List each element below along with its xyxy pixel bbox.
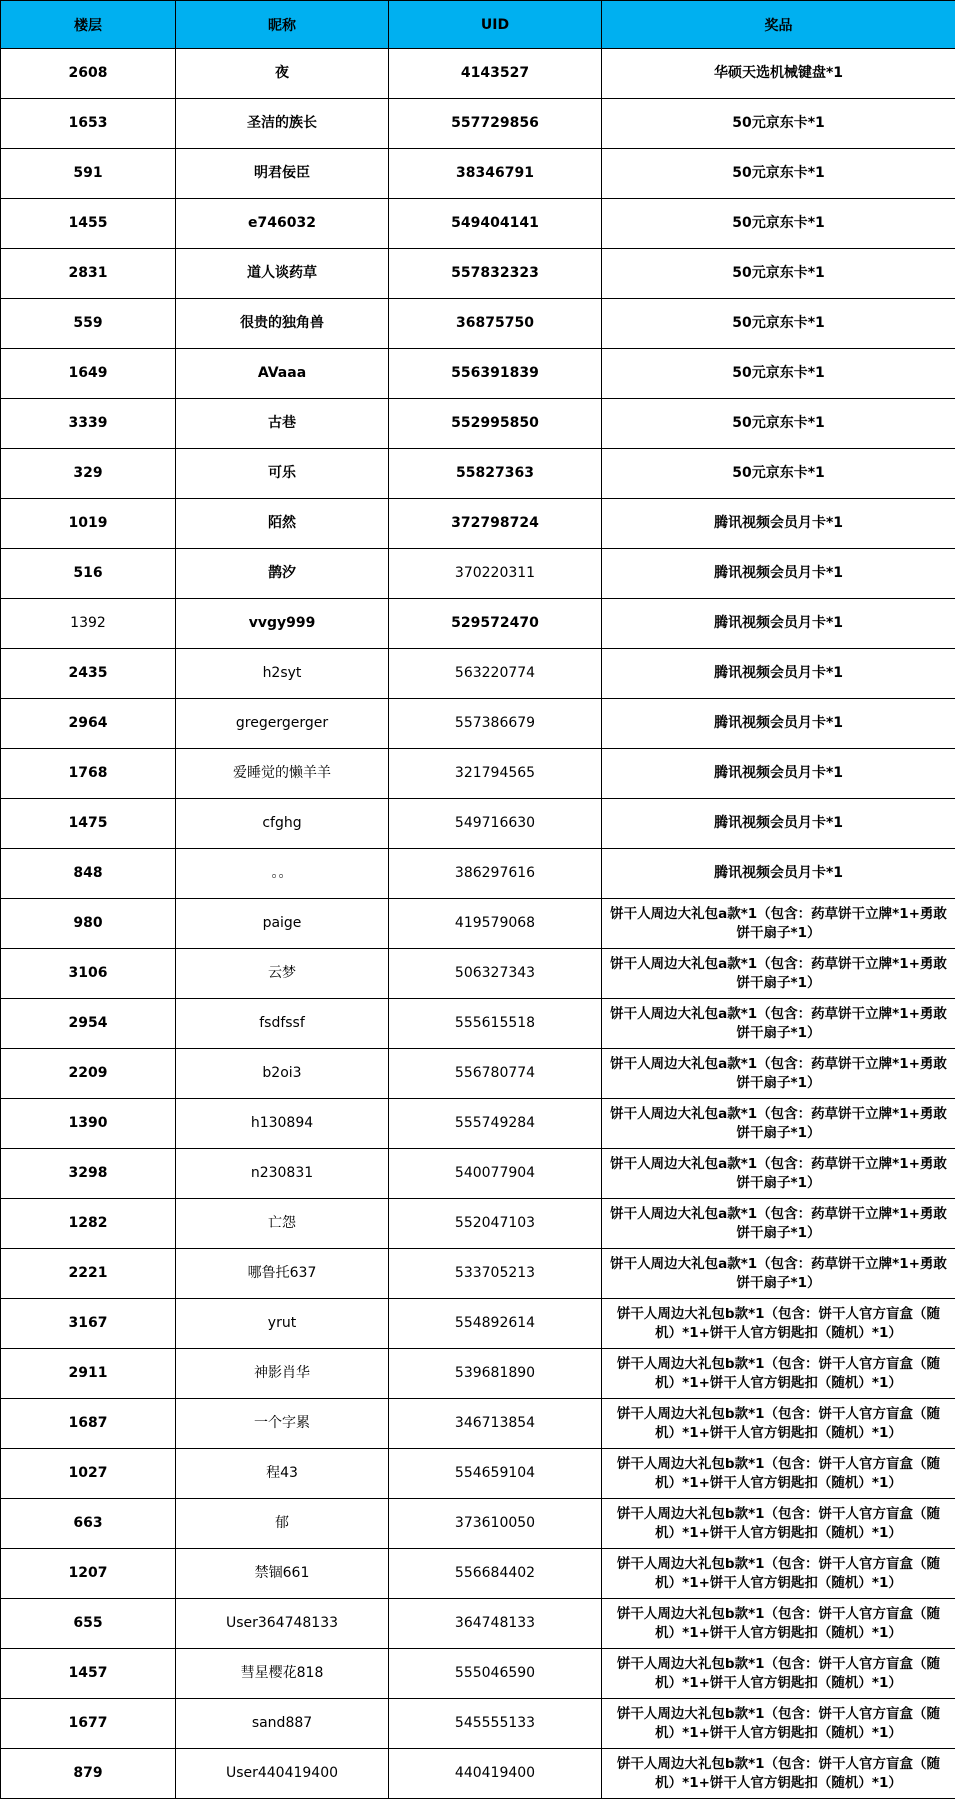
cell-prize: 饼干人周边大礼包b款*1（包含：饼干人官方盲盒（随机）*1+饼干人官方钥匙扣（随机）*1）: [602, 1599, 955, 1649]
cell-nickname: sand887: [176, 1699, 389, 1749]
cell-uid: 440419400: [389, 1749, 602, 1799]
cell-floor: 1475: [1, 799, 176, 849]
cell-prize: 50元京东卡*1: [602, 349, 955, 399]
cell-nickname: yrut: [176, 1299, 389, 1349]
cell-prize: 饼干人周边大礼包a款*1（包含：药草饼干立牌*1+勇敢饼干扇子*1）: [602, 949, 955, 999]
cell-uid: 557729856: [389, 99, 602, 149]
cell-floor: 1653: [1, 99, 176, 149]
table-row: [1, 949, 955, 999]
cell-floor: 980: [1, 899, 176, 949]
table-row: [1, 549, 955, 599]
cell-floor: 1019: [1, 499, 176, 549]
cell-uid: 552995850: [389, 399, 602, 449]
cell-nickname: 。。: [176, 849, 389, 899]
cell-uid: 36875750: [389, 299, 602, 349]
cell-uid: 4143527: [389, 49, 602, 99]
cell-floor: 663: [1, 1499, 176, 1549]
cell-nickname: 禁锢661: [176, 1549, 389, 1599]
cell-prize: 腾讯视频会员月卡*1: [602, 649, 955, 699]
cell-floor: 559: [1, 299, 176, 349]
cell-uid: 549716630: [389, 799, 602, 849]
cell-uid: 533705213: [389, 1249, 602, 1299]
cell-nickname: fsdfssf: [176, 999, 389, 1049]
cell-prize: 饼干人周边大礼包b款*1（包含：饼干人官方盲盒（随机）*1+饼干人官方钥匙扣（随机）*1）: [602, 1749, 955, 1799]
cell-uid: 545555133: [389, 1699, 602, 1749]
table-row: [1, 1099, 955, 1149]
cell-floor: 1677: [1, 1699, 176, 1749]
table-row: [1, 1549, 955, 1599]
cell-uid: 321794565: [389, 749, 602, 799]
table-row: [1, 1499, 955, 1549]
cell-floor: 2954: [1, 999, 176, 1049]
cell-nickname: 彗星樱花818: [176, 1649, 389, 1699]
cell-prize: 50元京东卡*1: [602, 399, 955, 449]
table-row: [1, 1599, 955, 1649]
cell-prize: 饼干人周边大礼包a款*1（包含：药草饼干立牌*1+勇敢饼干扇子*1）: [602, 1249, 955, 1299]
cell-floor: 3339: [1, 399, 176, 449]
cell-floor: 1207: [1, 1549, 176, 1599]
table-row: [1, 649, 955, 699]
cell-floor: 879: [1, 1749, 176, 1799]
cell-prize: 50元京东卡*1: [602, 449, 955, 499]
cell-uid: 364748133: [389, 1599, 602, 1649]
cell-nickname: 明君佞臣: [176, 149, 389, 199]
cell-floor: 1392: [1, 599, 176, 649]
table-row: [1, 249, 955, 299]
cell-floor: 591: [1, 149, 176, 199]
cell-floor: 1687: [1, 1399, 176, 1449]
cell-prize: 饼干人周边大礼包a款*1（包含：药草饼干立牌*1+勇敢饼干扇子*1）: [602, 999, 955, 1049]
cell-floor: 2221: [1, 1249, 176, 1299]
cell-prize: 饼干人周边大礼包a款*1（包含：药草饼干立牌*1+勇敢饼干扇子*1）: [602, 899, 955, 949]
cell-floor: 1457: [1, 1649, 176, 1699]
cell-nickname: 一个字累: [176, 1399, 389, 1449]
table-row: [1, 799, 955, 849]
cell-uid: 372798724: [389, 499, 602, 549]
cell-prize: 饼干人周边大礼包b款*1（包含：饼干人官方盲盒（随机）*1+饼干人官方钥匙扣（随机）*1）: [602, 1399, 955, 1449]
cell-prize: 饼干人周边大礼包b款*1（包含：饼干人官方盲盒（随机）*1+饼干人官方钥匙扣（随机）*1）: [602, 1699, 955, 1749]
header-row: [1, 1, 955, 49]
cell-nickname: h2syt: [176, 649, 389, 699]
cell-nickname: 夜: [176, 49, 389, 99]
cell-floor: 1455: [1, 199, 176, 249]
cell-floor: 2209: [1, 1049, 176, 1099]
table-row: [1, 1649, 955, 1699]
cell-prize: 饼干人周边大礼包b款*1（包含：饼干人官方盲盒（随机）*1+饼干人官方钥匙扣（随机）*1）: [602, 1299, 955, 1349]
table-row: [1, 899, 955, 949]
cell-prize: 饼干人周边大礼包a款*1（包含：药草饼干立牌*1+勇敢饼干扇子*1）: [602, 1049, 955, 1099]
table-row: [1, 49, 955, 99]
cell-nickname: paige: [176, 899, 389, 949]
header-uid: UID: [389, 1, 602, 49]
table-row: [1, 1349, 955, 1399]
cell-floor: 1768: [1, 749, 176, 799]
cell-uid: 552047103: [389, 1199, 602, 1249]
cell-uid: 506327343: [389, 949, 602, 999]
cell-uid: 419579068: [389, 899, 602, 949]
cell-nickname: 很贵的独角兽: [176, 299, 389, 349]
table-row: [1, 99, 955, 149]
cell-floor: 2831: [1, 249, 176, 299]
cell-prize: 饼干人周边大礼包a款*1（包含：药草饼干立牌*1+勇敢饼干扇子*1）: [602, 1099, 955, 1149]
cell-prize: 饼干人周边大礼包b款*1（包含：饼干人官方盲盒（随机）*1+饼干人官方钥匙扣（随机）*1）: [602, 1499, 955, 1549]
table-row: [1, 499, 955, 549]
cell-prize: 饼干人周边大礼包b款*1（包含：饼干人官方盲盒（随机）*1+饼干人官方钥匙扣（随机）*1）: [602, 1649, 955, 1699]
cell-nickname: 云梦: [176, 949, 389, 999]
cell-uid: 556391839: [389, 349, 602, 399]
cell-nickname: vvgy999: [176, 599, 389, 649]
cell-uid: 555046590: [389, 1649, 602, 1699]
table-header: [1, 1, 955, 49]
cell-uid: 557386679: [389, 699, 602, 749]
cell-floor: 2435: [1, 649, 176, 699]
cell-uid: 554659104: [389, 1449, 602, 1499]
header-floor: 楼层: [1, 1, 176, 49]
cell-uid: 370220311: [389, 549, 602, 599]
cell-floor: 1390: [1, 1099, 176, 1149]
cell-uid: 563220774: [389, 649, 602, 699]
header-nickname: 昵称: [176, 1, 389, 49]
cell-uid: 549404141: [389, 199, 602, 249]
cell-nickname: gregergerger: [176, 699, 389, 749]
cell-prize: 50元京东卡*1: [602, 299, 955, 349]
header-prize: 奖品: [602, 1, 955, 49]
cell-nickname: 鹊汐: [176, 549, 389, 599]
cell-nickname: AVaaa: [176, 349, 389, 399]
cell-nickname: User440419400: [176, 1749, 389, 1799]
cell-nickname: 亡怨: [176, 1199, 389, 1249]
cell-floor: 2964: [1, 699, 176, 749]
cell-floor: 3106: [1, 949, 176, 999]
cell-floor: 848: [1, 849, 176, 899]
cell-nickname: b2oi3: [176, 1049, 389, 1099]
table-row: [1, 349, 955, 399]
cell-uid: 554892614: [389, 1299, 602, 1349]
table-row: [1, 299, 955, 349]
cell-prize: 腾讯视频会员月卡*1: [602, 549, 955, 599]
cell-prize: 腾讯视频会员月卡*1: [602, 599, 955, 649]
cell-prize: 腾讯视频会员月卡*1: [602, 699, 955, 749]
cell-nickname: 爱睡觉的懒羊羊: [176, 749, 389, 799]
cell-prize: 饼干人周边大礼包b款*1（包含：饼干人官方盲盒（随机）*1+饼干人官方钥匙扣（随机）*1）: [602, 1349, 955, 1399]
table-row: [1, 1449, 955, 1499]
table-row: [1, 1699, 955, 1749]
table-row: [1, 149, 955, 199]
cell-prize: 腾讯视频会员月卡*1: [602, 499, 955, 549]
table-row: [1, 1749, 955, 1799]
table-row: [1, 999, 955, 1049]
cell-nickname: User364748133: [176, 1599, 389, 1649]
table-row: [1, 1149, 955, 1199]
table-row: [1, 599, 955, 649]
cell-nickname: 程43: [176, 1449, 389, 1499]
cell-floor: 3167: [1, 1299, 176, 1349]
cell-nickname: 哪鲁托637: [176, 1249, 389, 1299]
cell-prize: 饼干人周边大礼包b款*1（包含：饼干人官方盲盒（随机）*1+饼干人官方钥匙扣（随机）*1）: [602, 1549, 955, 1599]
table-row: [1, 1399, 955, 1449]
cell-uid: 373610050: [389, 1499, 602, 1549]
table-row: [1, 849, 955, 899]
table-row: [1, 199, 955, 249]
table-row: [1, 749, 955, 799]
table-body: [1, 49, 955, 1799]
table-row: [1, 1249, 955, 1299]
cell-floor: 655: [1, 1599, 176, 1649]
cell-prize: 50元京东卡*1: [602, 199, 955, 249]
cell-prize: 50元京东卡*1: [602, 149, 955, 199]
table-row: [1, 699, 955, 749]
cell-floor: 516: [1, 549, 176, 599]
cell-prize: 50元京东卡*1: [602, 99, 955, 149]
cell-prize: 华硕天选机械键盘*1: [602, 49, 955, 99]
table-row: [1, 1299, 955, 1349]
table-row: [1, 449, 955, 499]
cell-uid: 55827363: [389, 449, 602, 499]
cell-uid: 540077904: [389, 1149, 602, 1199]
cell-floor: 329: [1, 449, 176, 499]
cell-uid: 556780774: [389, 1049, 602, 1099]
cell-prize: 50元京东卡*1: [602, 249, 955, 299]
cell-nickname: e746032: [176, 199, 389, 249]
cell-floor: 2911: [1, 1349, 176, 1399]
table-row: [1, 1049, 955, 1099]
cell-nickname: n230831: [176, 1149, 389, 1199]
cell-floor: 1282: [1, 1199, 176, 1249]
cell-nickname: 可乐: [176, 449, 389, 499]
table-row: [1, 1199, 955, 1249]
cell-nickname: 古巷: [176, 399, 389, 449]
cell-uid: 38346791: [389, 149, 602, 199]
cell-prize: 饼干人周边大礼包b款*1（包含：饼干人官方盲盒（随机）*1+饼干人官方钥匙扣（随机）*1）: [602, 1449, 955, 1499]
cell-floor: 1027: [1, 1449, 176, 1499]
cell-nickname: 圣洁的族长: [176, 99, 389, 149]
cell-nickname: h130894: [176, 1099, 389, 1149]
cell-prize: 腾讯视频会员月卡*1: [602, 849, 955, 899]
cell-prize: 腾讯视频会员月卡*1: [602, 749, 955, 799]
cell-prize: 腾讯视频会员月卡*1: [602, 799, 955, 849]
cell-uid: 556684402: [389, 1549, 602, 1599]
cell-nickname: 陌然: [176, 499, 389, 549]
table-row: [1, 399, 955, 449]
cell-nickname: 道人谈药草: [176, 249, 389, 299]
cell-uid: 555615518: [389, 999, 602, 1049]
cell-nickname: cfghg: [176, 799, 389, 849]
cell-uid: 557832323: [389, 249, 602, 299]
cell-floor: 3298: [1, 1149, 176, 1199]
cell-uid: 555749284: [389, 1099, 602, 1149]
cell-uid: 539681890: [389, 1349, 602, 1399]
cell-uid: 386297616: [389, 849, 602, 899]
cell-prize: 饼干人周边大礼包a款*1（包含：药草饼干立牌*1+勇敢饼干扇子*1）: [602, 1199, 955, 1249]
cell-prize: 饼干人周边大礼包a款*1（包含：药草饼干立牌*1+勇敢饼干扇子*1）: [602, 1149, 955, 1199]
cell-uid: 346713854: [389, 1399, 602, 1449]
cell-nickname: 神影肖华: [176, 1349, 389, 1399]
cell-floor: 2608: [1, 49, 176, 99]
cell-uid: 529572470: [389, 599, 602, 649]
cell-nickname: 郁: [176, 1499, 389, 1549]
cell-floor: 1649: [1, 349, 176, 399]
